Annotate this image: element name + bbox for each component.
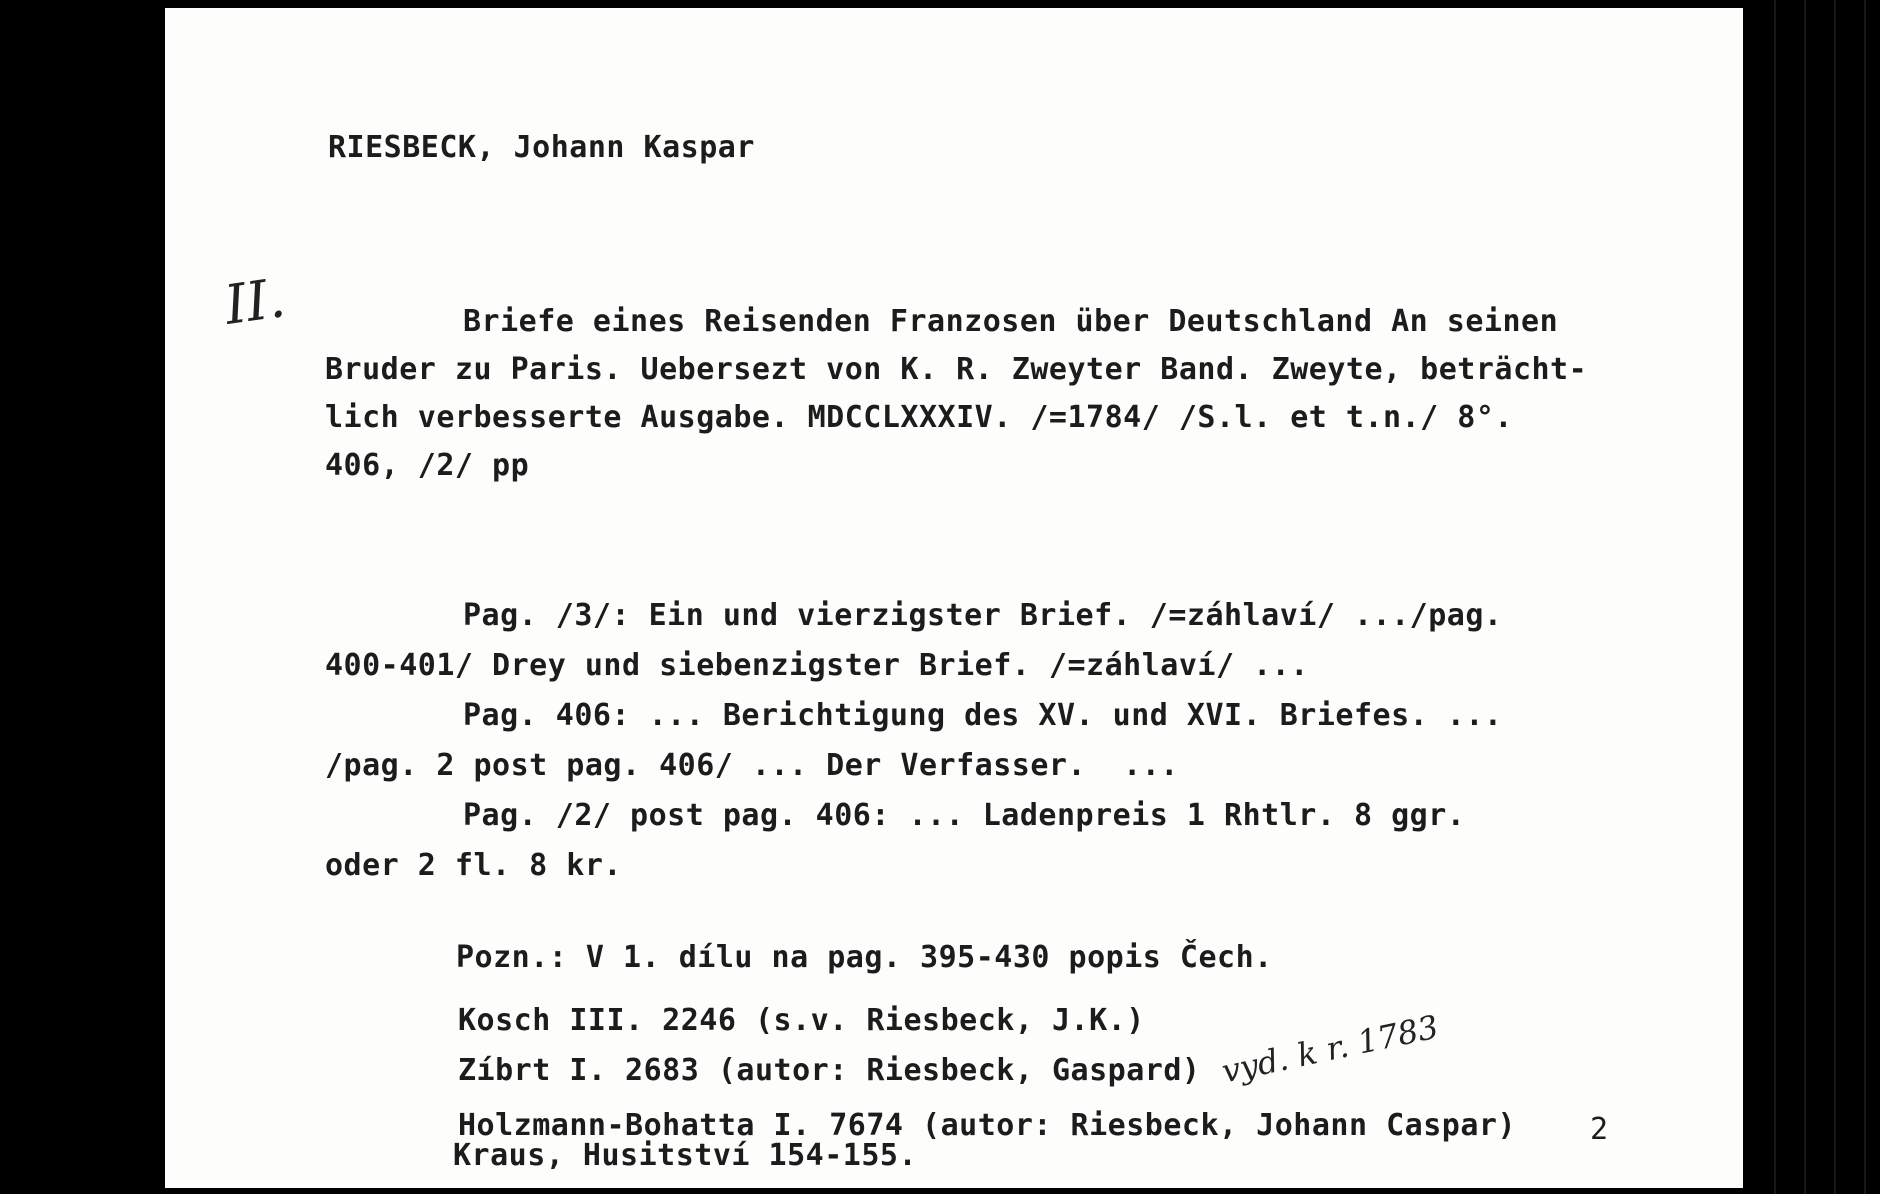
pagination-note-5: Pag. /2/ post pag. 406: ... Ladenpreis 1 Rhtlr. 8 ggr. (463, 798, 1466, 833)
reference-zibrt: Zíbrt I. 2683 (autor: Riesbeck, Gaspard) (458, 1053, 1201, 1088)
reference-kosch: Kosch III. 2246 (s.v. Riesbeck, J.K.) (458, 1003, 1145, 1038)
pagination-note-1: Pag. /3/: Ein und vierzigster Brief. /=záhlaví/ .../pag. (463, 598, 1503, 633)
pagination-note-6: oder 2 fl. 8 kr. (325, 848, 622, 883)
page-number: 2 (1590, 1112, 1609, 1147)
description-line-2: Bruder zu Paris. Uebersezt von K. R. Zweyter Band. Zweyte, beträcht- (325, 352, 1588, 387)
card-heading: RIESBECK, Johann Kaspar (328, 130, 755, 165)
description-line-1: Briefe eines Reisenden Franzosen über Deutschland An seinen (463, 304, 1559, 339)
roman-numeral-mark: II. (220, 266, 289, 337)
film-edge-strip (1760, 0, 1880, 1194)
reference-note: Pozn.: V 1. dílu na pag. 395-430 popis Čech. (456, 940, 1273, 975)
description-line-4: 406, /2/ pp (325, 448, 530, 483)
pagination-note-3: Pag. 406: ... Berichtigung des XV. und XVI. Briefes. ... (463, 698, 1503, 733)
handwritten-annotation: vyd. k r. 1783 (1218, 1007, 1442, 1091)
pagination-note-2: 400-401/ Drey und siebenzigster Brief. /=záhlaví/ ... (325, 648, 1309, 683)
catalog-card (165, 8, 1743, 1188)
description-line-3: lich verbesserte Ausgabe. MDCCLXXXIV. /=1784/ /S.l. et t.n./ 8°. (325, 400, 1513, 435)
reference-kraus: Kraus, Husitství 154-155. (453, 1138, 918, 1173)
reference-holzmann-bohatta: Holzmann-Bohatta I. 7674 (autor: Riesbeck, Johann Caspar) (458, 1108, 1517, 1143)
pagination-note-4: /pag. 2 post pag. 406/ ... Der Verfasser. ... (325, 748, 1179, 783)
